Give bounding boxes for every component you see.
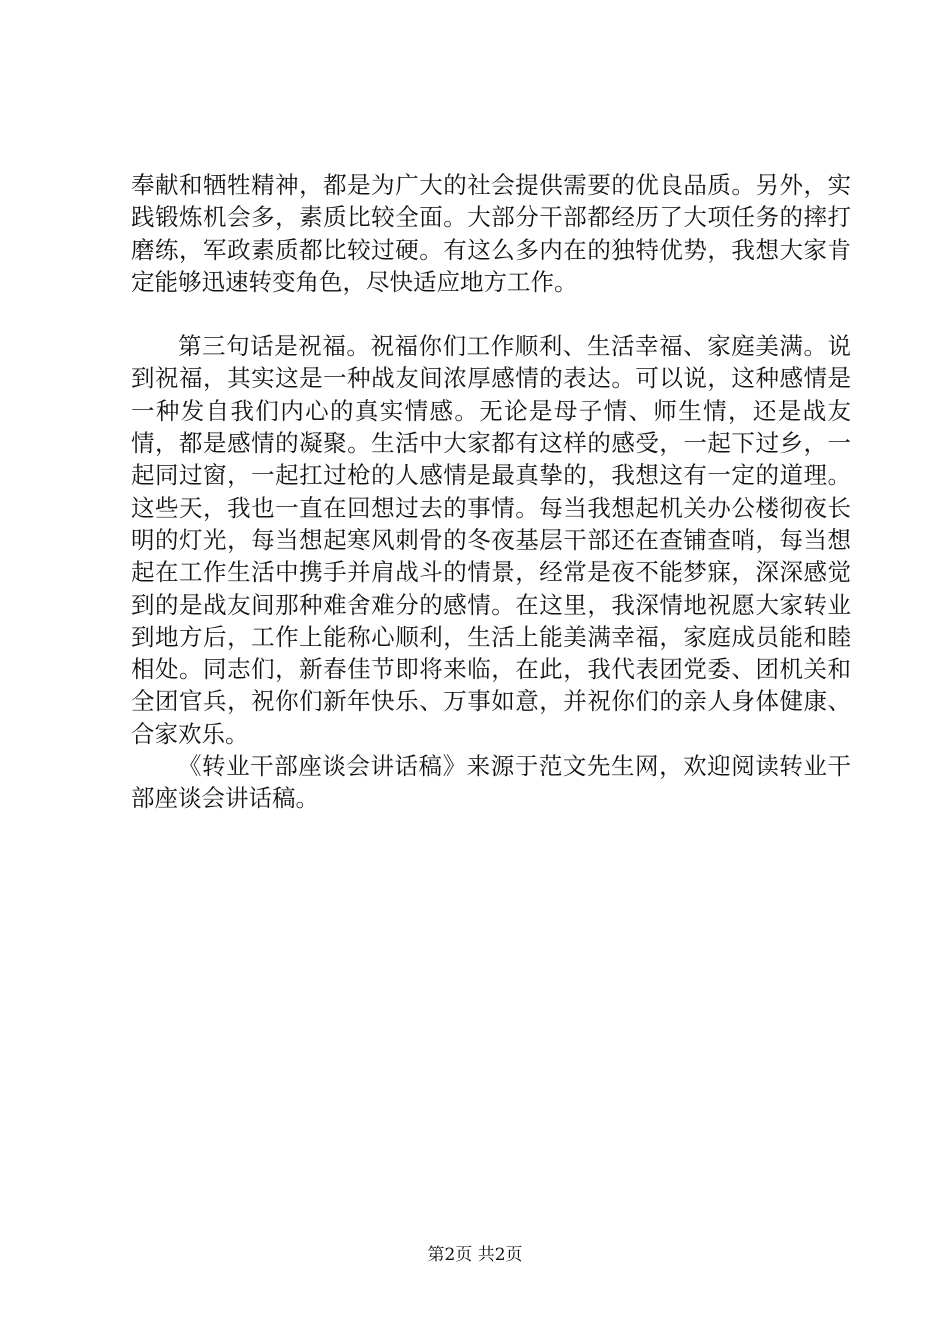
document-body	[131, 169, 851, 815]
page-number-footer: 第2页 共2页	[427, 1245, 523, 1265]
paragraph-continuation: 奉献和牺牲精神，都是为广大的社会提供需要的优良品质。另外，实践锻炼机会多，素质比较全面。大部分干部都经历了大项任务的摔打磨练，军政素质都比较过硬。有这么多内在的独特优势，我想大家肯定能够迅速转变角色，尽快适应地方工作。	[131, 171, 851, 296]
paragraph-gap	[131, 298, 851, 330]
paragraph-source-note: 《转业干部座谈会讲话稿》来源于范文先生网，欢迎阅读转业干部座谈会讲话稿。	[131, 752, 851, 813]
paragraph-blessing: 第三句话是祝福。祝福你们工作顺利、生活幸福、家庭美满。说到祝福，其实这是一种战友间浓厚感情的表达。可以说，这种感情是一种发自我们内心的真实情感。无论是母子情、师生情，还是战友情，都是感情的凝聚。生活中大家都有这样的感受，一起下过乡，一起同过窗，一起扛过枪的人感情是最真挚的，我想这有一定的道理。这些天，我也一直在回想过去的事情。每当我想起机关办公楼彻夜长明的灯光，每当想起寒风刺骨的冬夜基层干部还在查铺查哨，每当想起在工作生活中携手并肩战斗的情景，经常是夜不能梦寐，深深感觉到的是战友间那种难舍难分的感情。在这里，我深情地祝愿大家转业到地方后，工作上能称心顺利，生活上能美满幸福，家庭成员能和睦相处。同志们，新春佳节即将来临，在此，我代表团党委、团机关和全团官兵，祝你们新年快乐、万事如意，并祝你们的亲人身体健康、合家欢乐。	[131, 332, 851, 748]
